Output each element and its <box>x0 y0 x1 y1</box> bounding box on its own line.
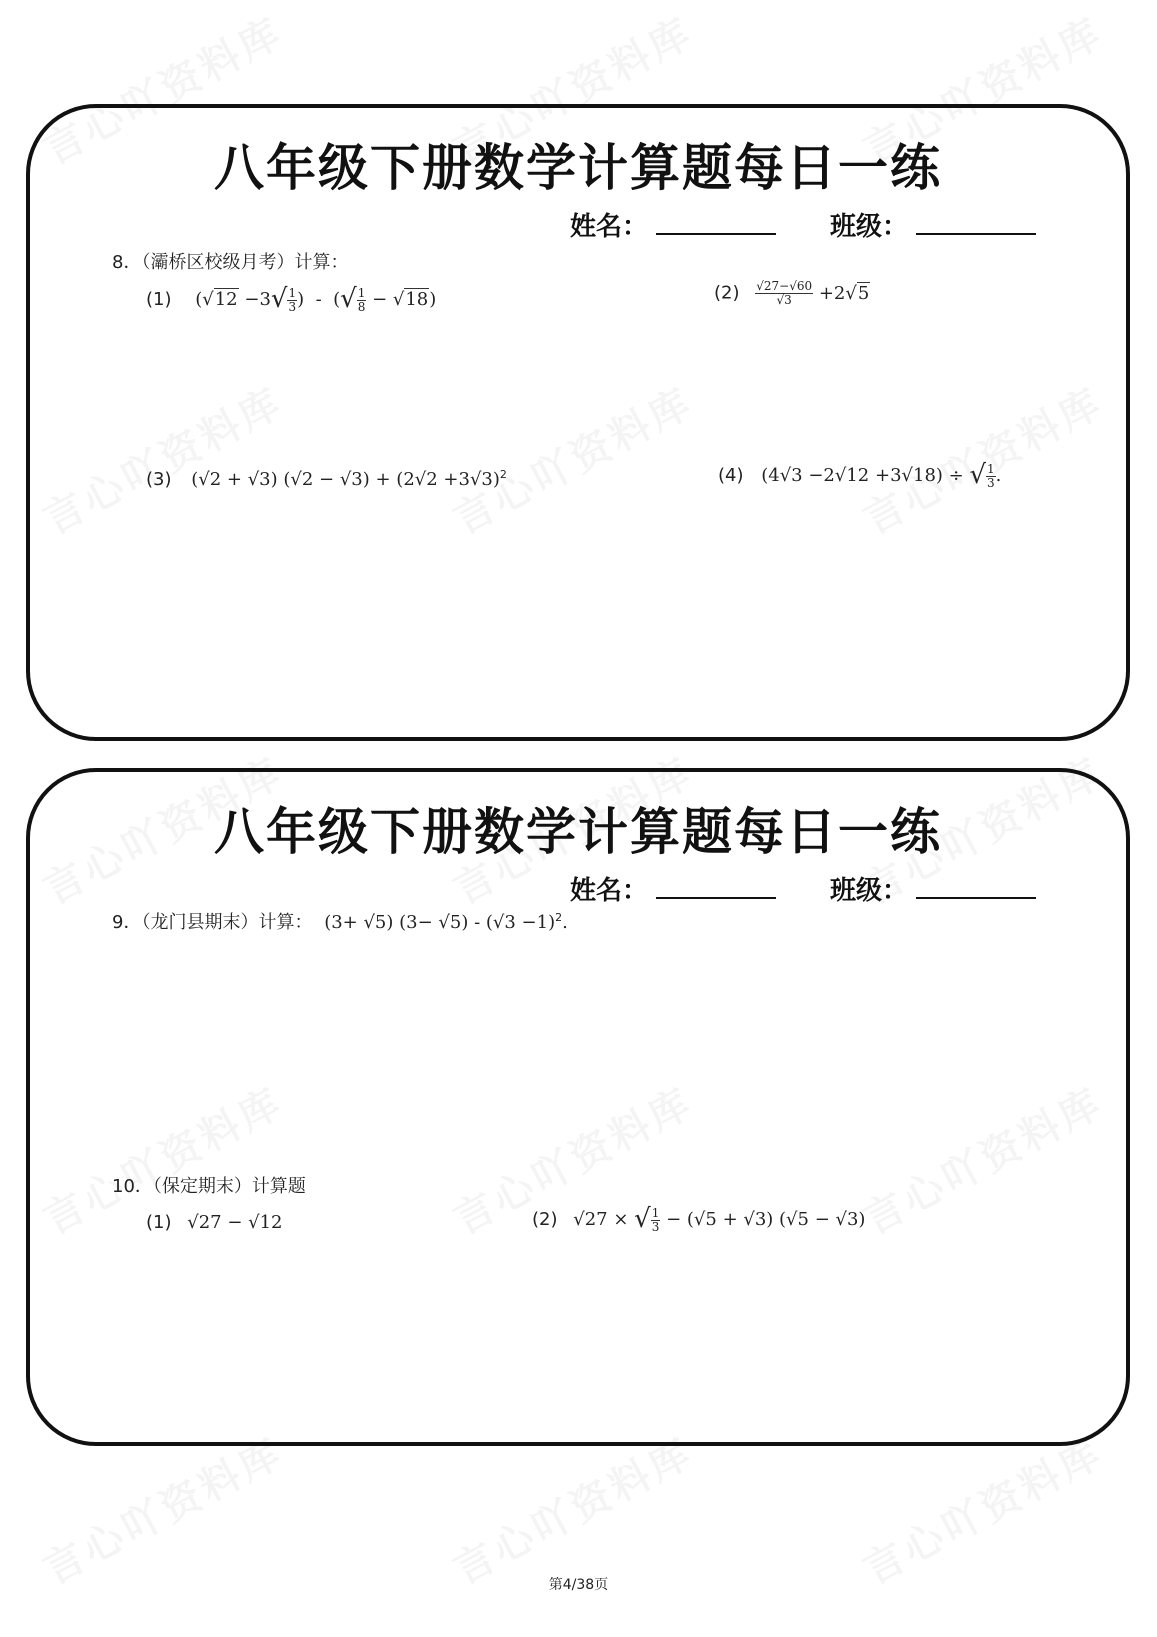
question-8-part-2: (2) $\frac{√27-√60}{√3}$ +2√5 <box>714 279 870 307</box>
part-label: (1) <box>146 1212 172 1233</box>
worksheet-card-2 <box>26 768 1130 1446</box>
class-blank[interactable] <box>916 213 1036 235</box>
part-label: (2) <box>714 282 740 304</box>
question-9: 9．（龙门县期末）计算： (3+ √5) $(3- √5) - (√3 -1)^2$. <box>112 911 568 933</box>
class-label: 班级： <box>829 876 908 906</box>
name-blank[interactable] <box>656 213 776 235</box>
question-8-part-4: (4) (4√3 −2√12 +3√18) ÷ √ $\frac{1}{3}$ . <box>718 460 1002 490</box>
part-label: (2) <box>532 1209 558 1230</box>
part-label: (4) <box>718 465 744 486</box>
page-title: 八年级下册数学计算题每日一练 <box>214 139 942 197</box>
question-8-part-3: (3) (√2 + √3) $(√2 - √3) + (2√2 +3√3)^2$ <box>146 468 507 490</box>
name-class-line <box>570 206 1036 243</box>
name-blank[interactable] <box>656 877 776 899</box>
question-10-label: 10．（保定期末）计算题 <box>112 1176 306 1197</box>
watermark <box>852 1421 1112 1595</box>
class-blank[interactable] <box>916 877 1036 899</box>
question-8-label: 8．（灞桥区校级月考）计算： <box>112 252 349 273</box>
question-10-part-2: (2) √27 × √ $\frac{1}{3}$ − (√5 + √3) (√5 − √3) <box>532 1204 866 1234</box>
part-label: (1) <box>146 289 172 310</box>
name-class-line <box>570 870 1036 907</box>
watermark <box>442 1421 702 1595</box>
question-8-part-1: (1) (√12 −3√ $\frac{1}{3}$ ) - (√ $\frac{1}{8}$ − √18) <box>146 284 437 314</box>
page-title: 八年级下册数学计算题每日一练 <box>214 803 942 861</box>
name-label: 姓名： <box>569 876 648 906</box>
part-label: (3) <box>146 469 172 490</box>
question-9-label: 9．（龙门县期末）计算： <box>112 912 313 933</box>
watermark <box>32 1421 292 1595</box>
question-10-part-1: (1) √27 − √12 <box>146 1212 283 1233</box>
worksheet-card-1 <box>26 104 1130 741</box>
name-label: 姓名： <box>569 212 648 242</box>
page-number: 第4/38页 <box>548 1577 609 1593</box>
class-label: 班级： <box>829 212 908 242</box>
